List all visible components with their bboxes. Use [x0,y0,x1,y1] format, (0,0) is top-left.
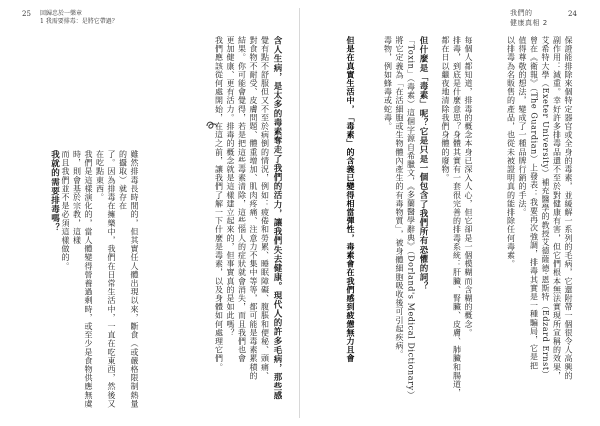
series-logo [510,8,560,26]
paragraph: 曾在《衛報》（The Guardian）上發表：我要再次強調，排毒其實是一種騙局，它是把 [529,36,539,370]
paragraph: 我們應該從何處開始，在這之前，讓我們了解一下什麼是毒素，以及身體如何處理它們。 [214,36,224,372]
paragraph: 但什麼是「毒素」呢？它是只是一個包含了我們所有恐懼的詞？ [418,36,428,291]
left-text-block-2 [28,150,140,408]
right-text-block-3 [360,36,428,408]
paragraph: 覺有點不舒服但又不至於病倒的情況，例如：疲倦和勞累、睡眠障礙、腹脹和便秘、頭痛、 [260,36,270,380]
paragraph: 了。因為排毒在擁樂中，我們在日常生活中，一直在吃東西，然後又在吃點東西。 [95,150,116,408]
paragraph: 保證能排除來個特定器官或全身的毒素，並緩解一系列的毛病，它還附帶一個很令人高興的 [564,36,573,380]
section-heading: 我就的需要排毒嗎？ [49,150,60,232]
paragraph: 每個人都知道，排毒的概念本身已深入人心，但它卻是一個模糊而含糊的概念。 [464,36,473,337]
paragraph: 但是在真實生活中，「毒素」的含義已變得相當彈性，毒素會在我們感到疲憊無力且會 [346,36,356,363]
right-text-block-1 [478,36,574,408]
paragraph: 排毒，到底是什麼意思？身體其實有一套很完善的排毒系統：肝臟、腎臟、皮膚、肺臟和腸道， [452,36,462,398]
paragraph: 而且我們並不是必須這樣做的。 [61,150,70,271]
page-number-right: 24 [568,10,577,18]
left-text-block-1 [150,36,282,408]
scribble-icon [205,120,219,132]
paragraph: 對食物不耐受、皮膚問題、體重增加、肌肉疼痛、注意力不集中等等，都可能是毒素累積的 [249,36,258,380]
paragraph: 我們是這樣演化的，當人體變得營養過剩時，或至少是食物供應無虞時，則會基於宗教，這樣 [72,150,93,408]
right-text-block-4 [330,36,356,408]
running-head [40,10,118,26]
paragraph: 更加健康、更有活力。排毒的概念就是這樣建立起來的，但事實真的是如此嗎？ [226,36,235,337]
series-logo-line-1: 我們的 [510,9,533,17]
running-head-subtitle: 1 我需要排毒：是將它帶過？ [40,18,118,25]
paragraph: 以排毒為名販售的產品，也從未被證明真的能排除任何毒素。 [506,36,516,269]
paragraph: 艾希特大學（Exeter University）補充醫學的教授艾德薩德·恩斯特（Edzard Ernst） [541,36,550,380]
paragraph: 副作用：減重。幸好許多排毒品還不至於對健康有害，但它們根本無法實現所宣稱的效果， [552,36,562,380]
right-text-block-2 [432,36,474,408]
paragraph: 結果。你可能會覺得，若是把這些毒素清除，這些惱人的症狀就會消失，而且我們也會 [237,36,247,363]
right-page [300,0,600,426]
paragraph: 毒物，例如蜂毒或蛇毒。 [383,36,393,131]
running-head-title: 回歸忠於一樂章 [40,10,83,17]
paragraph: 值得尊敬的想法，變成了一種品牌行銷的手法。 [518,36,527,217]
paragraph: 雖然排毒長時間的，但其實任人體出現以來，斷食（或嚴格限制熱量的攝取）就存在 [118,150,139,408]
paragraph: 「Toxin」（毒素）這個字源自希臘文，《多蘭醫學辭典》（Dorland's Medical Dictionary） [406,36,416,400]
paragraph: 都在日以繼夜地清除我們身體的廢物。 [441,36,450,183]
paragraph: 含人生病，是太多的毒素奪走了我們的活力，讓我們失去健康。現代人的許多毛病，那些感 [272,36,282,400]
series-logo-line-2: 健康真相 2 [510,19,548,27]
paragraph: 將它定義為「在活細胞或生物體內產生的有毒物質」，被身體細胞吸收後可引起疾病。 [395,36,404,359]
page-number-left: 25 [22,10,31,18]
left-page [0,0,299,426]
